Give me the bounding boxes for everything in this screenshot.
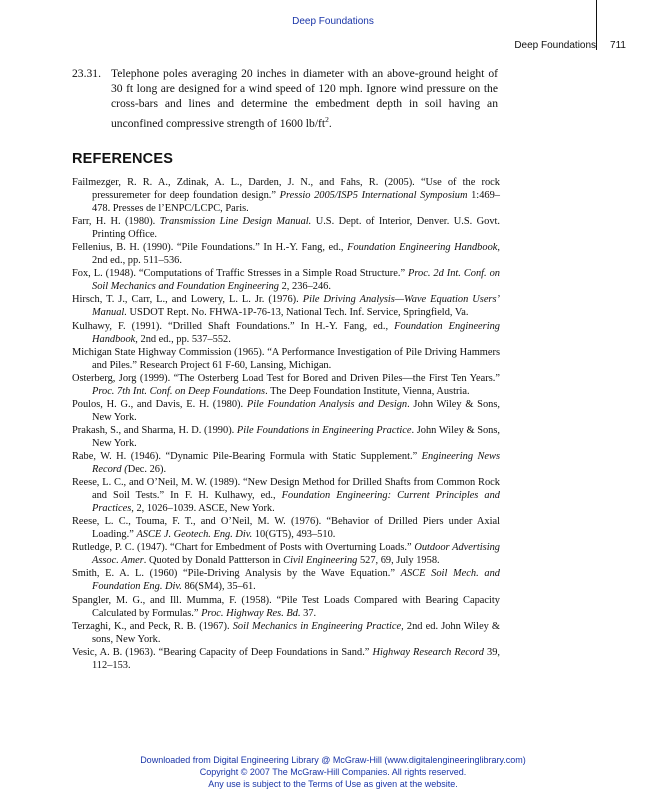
- page-number: 711: [610, 40, 626, 51]
- reference-text: . Quoted by Donald Pattterson in: [143, 555, 284, 567]
- reference-title: Highway Research Record: [372, 646, 484, 658]
- reference-title: Proc. 7th Int. Conf. on Deep Foundations: [92, 385, 266, 397]
- references-heading: REFERENCES: [72, 151, 174, 167]
- reference-text: 2nd ed. John Wiley & sons, New York.: [92, 620, 500, 645]
- reference-text: . The Deep Foundation Institute, Vienna, Austria.: [265, 385, 470, 397]
- reference-text: 2, 236–246.: [279, 281, 331, 293]
- reference-item: [72, 176, 500, 215]
- problem-23-31: [72, 66, 498, 131]
- reference-item: [72, 646, 500, 672]
- reference-text: USDOT Rept. No. FHWA-1P-76-13, National Tech. Inf. Service, Springfield, Va.: [126, 307, 469, 319]
- reference-text: Failmezger, R. R. A., Zdinak, A. L., Darden, J. N., and Fahs, R. (2005). “Use of the rock pressuremeter for deep foundation design.”: [72, 177, 500, 202]
- reference-text: U.S. Dept. of Interior, Denver. U.S. Govt. Printing Office.: [92, 216, 501, 241]
- reference-text: 10(GT5), 493–510.: [252, 529, 336, 541]
- reference-text: 86(SM4), 35–61.: [181, 581, 256, 593]
- reference-title: Proc. 2d Int. Conf. on Soil Mechanics and Foundation Engineering: [92, 268, 500, 293]
- reference-text: . John Wiley & Sons, New York.: [92, 424, 501, 449]
- reference-title: Foundation Engineering: Current Principles and Practices: [92, 490, 500, 515]
- reference-text: Rutledge, P. C. (1947). “Chart for Embedment of Posts with Overturning Loads.”: [72, 542, 415, 554]
- reference-item: [72, 372, 500, 398]
- reference-title: ASCE J. Geotech. Eng. Div.: [136, 529, 253, 541]
- reference-text: Reese, L. C., Touma, F. T., and O’Neil, M. W. (1976). “Behavior of Drilled Piers under Axial Loading.”: [72, 516, 500, 541]
- reference-item: [72, 215, 500, 241]
- reference-text: Poulos, H. G., and Davis, E. H. (1980).: [72, 398, 247, 410]
- reference-title: Pile Foundations in Engineering Practice: [236, 424, 412, 436]
- reference-item: [72, 450, 500, 476]
- running-header: [514, 40, 626, 51]
- footer: [0, 754, 666, 791]
- footer-download-link[interactable]: Downloaded from Digital Engineering Library @ McGraw-Hill (www.digitalengineeringlibrary.com): [140, 755, 526, 765]
- reference-title: Soil Mechanics in Engineering Practice,: [232, 620, 404, 632]
- reference-text: 527, 69, July 1958.: [357, 555, 440, 567]
- running-title: Deep Foundations: [514, 40, 597, 51]
- reference-title: Outdoor Advertising Assoc. Amer: [92, 542, 500, 567]
- reference-text: Dec. 26).: [127, 464, 167, 476]
- reference-title: Pressio 2005/ISP5 International Symposium: [279, 190, 468, 202]
- reference-text: , 2nd ed., pp. 511–536.: [92, 242, 500, 267]
- reference-title: Civil Engineering: [283, 555, 358, 567]
- problem-end: .: [328, 116, 332, 130]
- reference-item: [72, 293, 500, 319]
- reference-text: 37.: [300, 607, 317, 619]
- reference-text: Farr, H. H. (1980).: [72, 216, 160, 228]
- reference-text: Smith, E. A. L. (1960) “Pile-Driving Analysis by the Wave Equation.”: [72, 568, 401, 580]
- footer-copyright: Copyright © 2007 The McGraw-Hill Companies. All rights reserved.: [199, 767, 467, 778]
- reference-text: Rabe, W. H. (1946). “Dynamic Pile-Bearing Formula with Static Supplement.”: [72, 450, 422, 462]
- reference-title: ASCE Soil Mech. and Foundation Eng. Div.: [92, 568, 500, 593]
- reference-text: Prakash, S., and Sharma, H. D. (1990).: [72, 424, 237, 436]
- reference-text: Vesic, A. B. (1963). “Bearing Capacity of Deep Foundations in Sand.”: [72, 646, 373, 658]
- reference-text: Fellenius, B. H. (1990). “Pile Foundations.” In H.-Y. Fang, ed.,: [72, 242, 348, 254]
- reference-list: [72, 176, 500, 672]
- reference-title: Foundation Engineering Handbook: [347, 242, 498, 254]
- problem-superscript: 2: [325, 114, 329, 124]
- reference-text: Kulhawy, F. (1991). “Drilled Shaft Foundations.” In H.-Y. Fang, ed.,: [72, 320, 395, 332]
- reference-item: [72, 398, 500, 424]
- reference-text: Reese, L. C., and O’Neil, M. W. (1989). “New Design Method for Drilled Shafts from Common Rock and Soil Tests.” In F. H. Kulhawy, ed.,: [72, 477, 500, 502]
- reference-text: , 2, 1026–1039. ASCE, New York.: [131, 503, 275, 515]
- reference-item: [72, 620, 500, 646]
- reference-text: 39, 112–153.: [92, 646, 501, 671]
- reference-item: [72, 515, 500, 541]
- reference-item: [72, 476, 500, 515]
- reference-text: Fox, L. (1948). “Computations of Traffic Stresses in a Simple Road Structure.”: [72, 268, 409, 280]
- reference-item: [72, 346, 500, 372]
- top-link[interactable]: Deep Foundations: [292, 16, 374, 27]
- reference-item: [72, 424, 500, 450]
- reference-text: Spangler, M. G., and Ill. Mumma, F. (1958). “Pile Test Loads Compared with Bearing Capacity Calculated by Formulas.”: [72, 594, 500, 619]
- reference-title: Engineering News Record (: [92, 450, 501, 476]
- reference-title: Pile Driving Analysis—Wave Equation Users’ Manual.: [92, 294, 500, 319]
- reference-item: [72, 541, 500, 567]
- reference-item: [72, 241, 500, 267]
- reference-title: Pile Foundation Analysis and Design: [246, 398, 408, 410]
- problem-number: 23.31.: [72, 67, 101, 80]
- reference-item: [72, 567, 500, 593]
- reference-text: Michigan State Highway Commission (1965). “A Performance Investigation of Pile Driving Hammers and Piles.” Research Project 61 F-60, Lansing, Michigan.: [72, 346, 500, 371]
- problem-text: [111, 66, 498, 131]
- reference-title: Transmission Line Design Manual.: [159, 216, 312, 228]
- reference-item: [72, 320, 500, 346]
- reference-text: 1:469–478. Presses de l’ENPC/LCPC, Paris.: [92, 190, 500, 215]
- reference-item: [72, 594, 500, 620]
- reference-text: , 2nd ed., pp. 537–552.: [135, 333, 231, 345]
- reference-title: Foundation Engineering Handbook: [92, 320, 500, 345]
- reference-item: [72, 267, 500, 293]
- reference-text: Hirsch, T. J., Carr, L., and Lowery, L. L. Jr. (1976).: [72, 294, 303, 306]
- reference-text: Osterberg, Jorg (1999). “The Osterberg Load Test for Bored and Driven Piles—the First Ten Years.”: [72, 372, 500, 384]
- reference-title: Proc. Highway Res. Bd.: [201, 607, 301, 619]
- footer-terms[interactable]: Any use is subject to the Terms of Use as given at the website.: [208, 779, 458, 790]
- reference-text: . John Wiley & Sons, New York.: [92, 398, 500, 423]
- reference-text: Terzaghi, K., and Peck, R. B. (1967).: [72, 620, 233, 632]
- problem-body: Telephone poles averaging 20 inches in diameter with an above-ground height of 30 ft long are designed for a wind speed of 120 mph. Ignore wind pressure on the cross-bars and lines and determine the embedment depth in soil having an unconfined compressive strength of 1600 lb/ft: [111, 67, 498, 130]
